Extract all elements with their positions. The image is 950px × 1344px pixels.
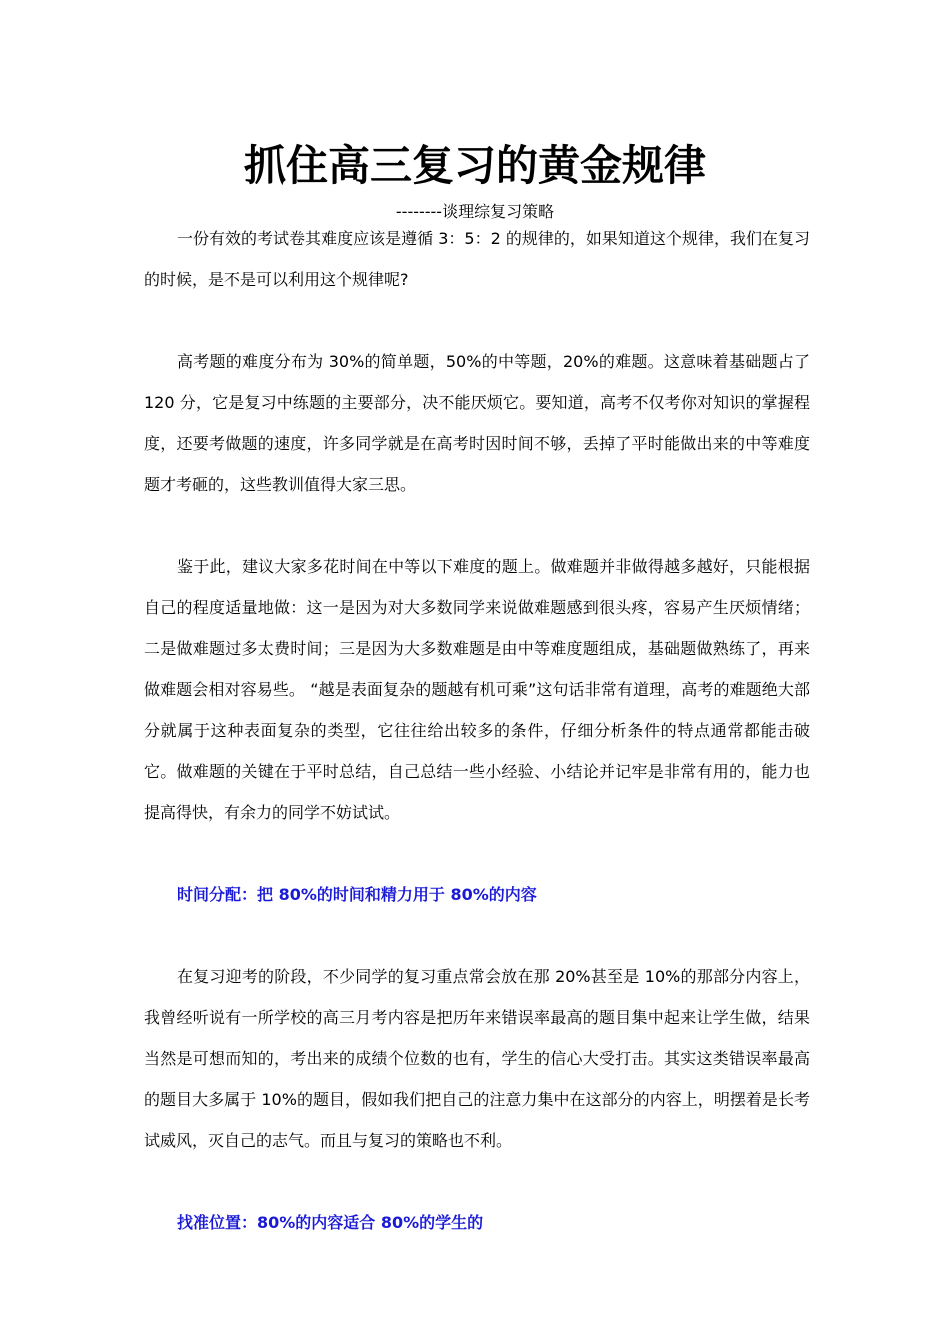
paragraph-advice: 鉴于此，建议大家多花时间在中等以下难度的题上。做难题并非做得越多越好，只能根据自己的程度适量地做：这一是因为对大多数同学来说做难题感到很头疼，容易产生厌烦情绪；二是做难题过多太费时间；三是因为大多数难题是由中等难度题组成，基础题做熟练了，再来做难题会相对容易些。 “越是表面复杂的题越有机可乘”这句话非常有道理，高考的难题绝大部分就属于这种表面复杂的类型，它往往给出较多的条件，仔细分析条件的特点通常都能击破它。做难题的关键在于平时总结，自己总结一些小经验、小结论并记牢是非常有用的，能力也提高得快，有余力的同学不妨试试。 [144, 557, 810, 822]
paragraph-difficulty: 高考题的难度分布为 30%的简单题，50%的中等题，20%的难题。这意味着基础题占了 120 分，它是复习中练题的主要部分，决不能厌烦它。要知道，高考不仅考你对知识的掌握程度，还要考做题的速度，许多同学就是在高考时因时间不够，丢掉了平时能做出来的中等难度题才考砸的，这些教训值得大家三思。 [144, 352, 810, 494]
article-body [144, 218, 810, 1243]
page-title: 抓住高三复习的黄金规律 [243, 141, 706, 190]
section-heading-time: 时间分配：把 80%的时间和精力用于 80%的内容 [177, 885, 537, 904]
page-subtitle: --------谈理综复习策略 [395, 202, 555, 221]
paragraph-time: 在复习迎考的阶段，不少同学的复习重点常会放在那 20%甚至是 10%的那部分内容上，我曾经听说有一所学校的高三月考内容是把历年来错误率最高的题目集中起来让学生做，结果当然是可想而知的，考出来的成绩个位数的也有，学生的信心大受打击。其实这类错误率最高的题目大多属于 10%的题目，假如我们把自己的注意力集中在这部分的内容上，明摆着是长考试威风，灭自己的志气。而且与复习的策略也不利。 [144, 967, 810, 1150]
paragraph-intro: 一份有效的考试卷其难度应该是遵循 3：5：2 的规律的，如果知道这个规律，我们在复习的时候，是不是可以利用这个规律呢? [144, 229, 810, 289]
section-heading-position: 找准位置：80%的内容适合 80%的学生的 [177, 1213, 484, 1232]
